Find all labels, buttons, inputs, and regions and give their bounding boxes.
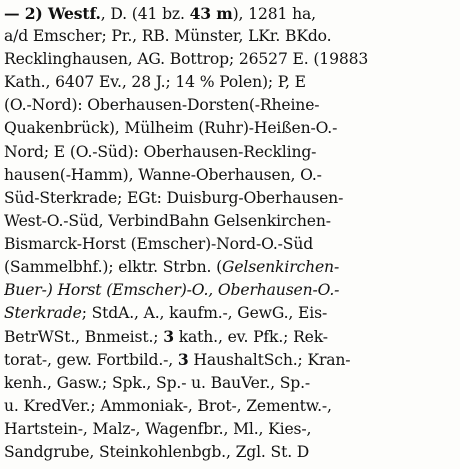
text-line <box>4 48 456 71</box>
text-run: , D. (41 bz. <box>100 5 190 23</box>
text-line <box>4 25 456 48</box>
text-line <box>4 348 456 371</box>
text-line <box>4 256 456 279</box>
text-run: a/d Emscher; Pr., RB. Münster, LKr. BKdo. <box>4 27 332 46</box>
text-run: ), 1281 ha, <box>232 5 316 23</box>
text-run: (Sammelbhf.); elktr. Strbn. ( <box>4 258 223 277</box>
text-run: Quakenbrück), Mülheim (Ruhr)-Heißen-O.- <box>4 119 338 138</box>
text-line <box>4 418 456 441</box>
text-line <box>4 441 456 464</box>
text-line <box>4 164 456 187</box>
text-run: Nord; E (O.-Süd): Oberhausen-Reckling- <box>4 142 317 161</box>
text-run: Sandgrube, Steinkohlenbgb., Zgl. St. D <box>4 442 310 461</box>
text-run: Buer-) Horst (Emscher)-O., Oberhausen-O.- <box>4 281 340 300</box>
text-run: Kath., 6407 Ev., 28 J.; 14 % Polen); P, E <box>4 73 306 92</box>
text-run: West-O.-Süd, VerbindBahn Gelsenkirchen- <box>4 211 331 230</box>
text-run: Gelsenkirchen- <box>222 258 340 277</box>
text-line <box>4 94 456 117</box>
text-run: HaushaltSch.; Kran- <box>188 351 351 370</box>
text-run: Bismarck-Horst (Emscher)-Nord-O.-Süd <box>4 234 314 253</box>
text-run: Westf. <box>47 4 101 23</box>
text-run: — 2) <box>4 4 48 23</box>
text-run: BetrWSt., Bnmeist.; <box>4 328 164 347</box>
text-line <box>4 117 456 140</box>
text-run: (O.-Nord): Oberhausen-Dorsten(-Rheine- <box>4 96 320 115</box>
text-run: kenh., Gasw.; Spk., Sp.- u. BauVer., Sp.- <box>4 373 311 392</box>
text-line <box>4 325 456 348</box>
text-line <box>4 187 456 210</box>
text-run: 43 m <box>189 4 233 23</box>
text-line <box>4 233 456 256</box>
text-line <box>4 2 456 25</box>
text-run: kath., ev. Pfk.; Rek- <box>173 328 328 347</box>
text-run: ; StdA., A., kaufm.-, GewG., Eis- <box>81 304 328 323</box>
text-run: u. KredVer.; Ammoniak-, Brot-, Zementw.-, <box>4 396 332 415</box>
text-line <box>4 279 456 302</box>
text-run: 3 <box>163 327 174 347</box>
text-line <box>4 372 456 395</box>
text-run: hausen(-Hamm), Wanne-Oberhausen, O.- <box>4 165 322 184</box>
text-run: Hartstein-, Malz-, Wagenfbr., Ml., Kies-, <box>4 419 312 438</box>
text-run: torat-, gew. Fortbild.-, <box>4 351 178 370</box>
gazetteer-entry <box>4 2 456 464</box>
text-line <box>4 395 456 418</box>
text-run: 3 <box>177 350 189 370</box>
text-line <box>4 71 456 94</box>
text-run: Sterkrade <box>4 304 82 323</box>
text-line <box>4 302 456 325</box>
text-line <box>4 210 456 233</box>
text-run: Recklinghausen, AG. Bottrop; 26527 E. (19883 <box>4 50 369 69</box>
text-run: Süd-Sterkrade; EGt: Duisburg-Oberhausen- <box>4 188 344 207</box>
text-line <box>4 141 456 164</box>
